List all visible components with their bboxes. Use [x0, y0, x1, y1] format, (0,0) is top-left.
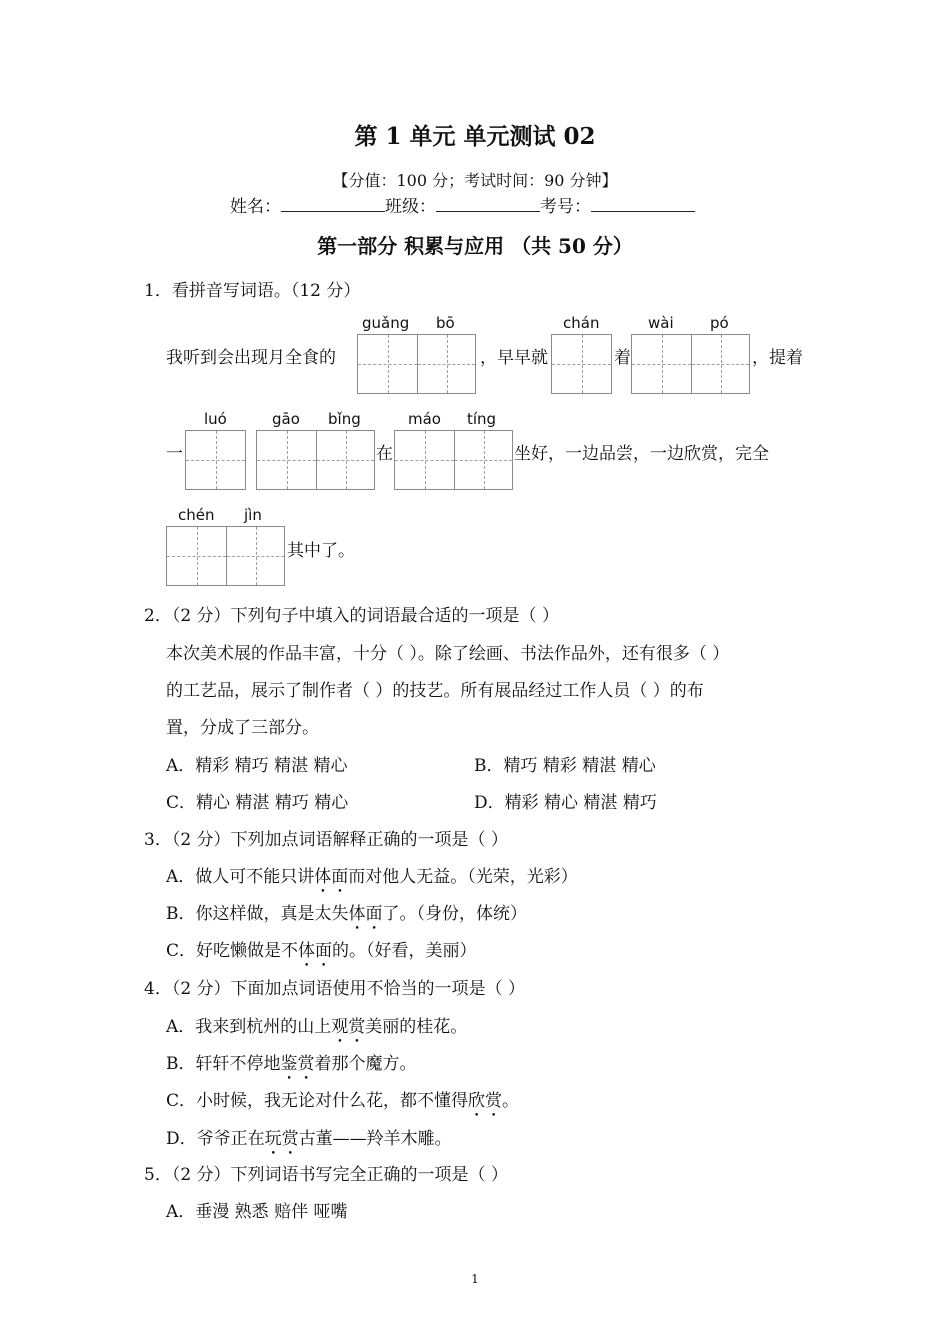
pinyin-wai: wài [648, 314, 674, 332]
grid-cell[interactable] [395, 431, 454, 489]
q2-option-c[interactable]: C．精心 精湛 精巧 精心 [166, 793, 349, 813]
dotted-word: 鉴赏 [280, 1054, 315, 1074]
dotted-word: 体面 [314, 867, 349, 887]
option-text: 的。（好看，美丽） [332, 941, 477, 961]
q2-option-b[interactable]: B．精巧 精彩 精湛 精心 [474, 756, 656, 776]
q1-line2-text: 一 [166, 444, 183, 464]
option-text: B．轩轩不停地 [166, 1054, 281, 1074]
q2-option-d[interactable]: D．精彩 精心 精湛 精巧 [474, 793, 657, 813]
question-3-stem: 3．（2 分）下列加点词语解释正确的一项是（ ） [144, 830, 508, 850]
answer-grid-chenjin[interactable] [166, 526, 285, 586]
page-title: 第 1 单元 单元测试 02 [354, 123, 596, 150]
question-5-stem: 5．（2 分）下列词语书写完全正确的一项是（ ） [144, 1165, 508, 1185]
option-text: 美丽的桂花。 [365, 1017, 468, 1037]
q2-passage-line: 置，分成了三部分。 [166, 718, 319, 738]
q3-option-c[interactable] [166, 936, 477, 971]
grid-cell[interactable] [691, 335, 749, 393]
pinyin-ting: tíng [467, 410, 497, 428]
answer-grid-waipo[interactable] [631, 334, 750, 394]
q2-passage-line: 本次美术展的作品丰富，十分（ ）。除了绘画、书法作品外，还有很多（ ） [166, 644, 730, 664]
exam-no-blank[interactable] [591, 196, 695, 212]
answer-grid-luo[interactable] [185, 430, 246, 490]
option-text: A．做人可不能只讲 [166, 867, 315, 887]
q1-line1-text: 我听到会出现月全食的 [166, 348, 336, 368]
pinyin-bing: bǐng [328, 410, 361, 428]
option-text: A．我来到杭州的山上 [166, 1017, 332, 1037]
dotted-word: 体面 [348, 904, 383, 924]
question-4-stem: 4．（2 分）下面加点词语使用不恰当的一项是（ ） [144, 979, 525, 999]
q1-line2-text: 在 [376, 444, 393, 464]
q1-line1-text: 着 [614, 348, 631, 368]
q2-passage-line: 的工艺品，展示了制作者（ ）的技艺。所有展品经过工作人员（ ）的布 [166, 681, 704, 701]
dotted-word: 欣赏 [468, 1091, 503, 1111]
q2-option-a[interactable]: A．精彩 精巧 精湛 精心 [166, 756, 348, 776]
section-title: 第一部分 积累与应用 （共 50 分） [317, 234, 633, 258]
class-label: 班级： [385, 197, 436, 217]
pinyin-mao: máo [408, 410, 441, 428]
q1-line2-text: 坐好，一边品尝，一边欣赏，完全 [514, 444, 769, 464]
grid-cell[interactable] [632, 335, 691, 393]
pinyin-po: pó [710, 314, 729, 332]
question-1-stem: 1．看拼音写词语。（12 分） [144, 281, 361, 301]
grid-cell[interactable] [454, 431, 512, 489]
answer-grid-guangbo[interactable] [357, 334, 476, 394]
grid-cell[interactable] [257, 431, 316, 489]
grid-cell[interactable] [167, 527, 226, 585]
grid-cell[interactable] [552, 335, 611, 393]
option-text: D．爷爷正在 [166, 1129, 265, 1149]
student-info-line [230, 192, 695, 217]
page-number: 1 [471, 1272, 479, 1286]
option-text: 了。（身份，体统） [382, 904, 527, 924]
pinyin-gao: gāo [272, 410, 300, 428]
pinyin-guang: guǎng [362, 314, 410, 332]
grid-cell[interactable] [358, 335, 417, 393]
option-text: 古董——羚羊木雕。 [298, 1129, 452, 1149]
option-text: 。 [502, 1091, 520, 1111]
option-text: 而对他人无益。（光荣，光彩） [348, 867, 578, 887]
q4-option-c[interactable] [166, 1086, 519, 1121]
q5-option-a[interactable]: A．垂漫 熟悉 赔伴 哑嘴 [166, 1202, 348, 1222]
q3-option-b[interactable] [166, 899, 527, 934]
pinyin-jin: jìn [244, 506, 262, 524]
score-time-info: 【分值：100 分；考试时间：90 分钟】 [332, 171, 618, 190]
name-label: 姓名： [230, 197, 281, 217]
name-blank[interactable] [281, 196, 385, 212]
class-blank[interactable] [436, 196, 540, 212]
option-text: B．你这样做，真是太失 [166, 904, 349, 924]
grid-cell[interactable] [226, 527, 284, 585]
grid-cell[interactable] [417, 335, 475, 393]
dotted-word: 体面 [298, 941, 333, 961]
answer-grid-maoting[interactable] [394, 430, 513, 490]
q4-option-a[interactable] [166, 1012, 467, 1047]
grid-cell[interactable] [186, 431, 245, 489]
grid-cell[interactable] [316, 431, 374, 489]
q4-option-d[interactable] [166, 1124, 452, 1159]
answer-grid-chan[interactable] [551, 334, 612, 394]
pinyin-chen: chén [178, 506, 215, 524]
q1-line1-text: ，早早就 [480, 348, 548, 368]
pinyin-bo: bō [436, 314, 455, 332]
pinyin-luo: luó [204, 410, 227, 428]
answer-grid-gaobing[interactable] [256, 430, 375, 490]
exam-no-label: 考号： [540, 197, 591, 217]
option-text: C．小时候，我无论对什么花，都不懂得 [166, 1091, 469, 1111]
q3-option-a[interactable] [166, 862, 578, 897]
dotted-word: 观赏 [331, 1017, 366, 1037]
question-2-stem: 2．（2 分）下列句子中填入的词语最合适的一项是（ ） [144, 606, 559, 626]
option-text: 着那个魔方。 [314, 1054, 417, 1074]
q1-line1-text: ，提着 [752, 348, 803, 368]
q1-line3-text: 其中了。 [287, 541, 355, 561]
pinyin-chan: chán [563, 314, 600, 332]
option-text: C．好吃懒做是不 [166, 941, 299, 961]
dotted-word: 玩赏 [264, 1129, 299, 1149]
q4-option-b[interactable] [166, 1049, 417, 1084]
